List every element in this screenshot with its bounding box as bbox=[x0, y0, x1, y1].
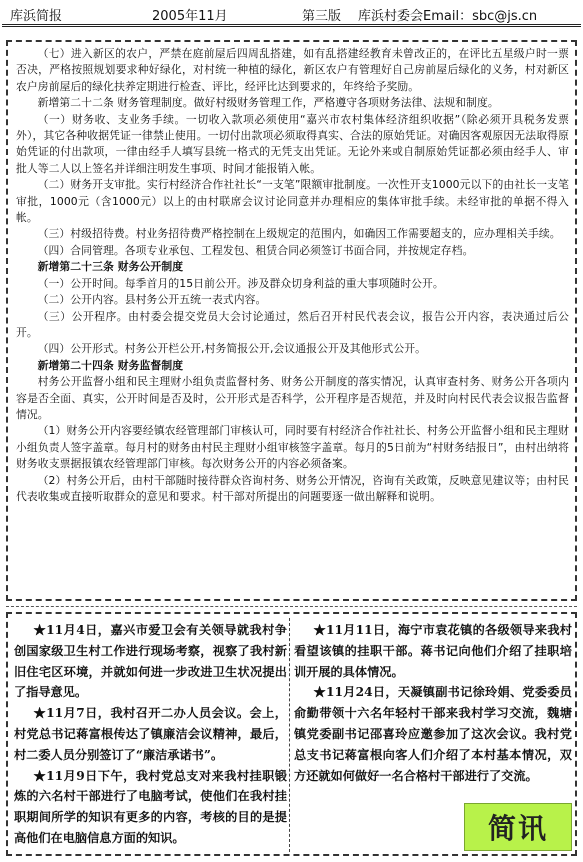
news-item: ★11月4日，嘉兴市爱卫会有关领导就我村争创国家级卫生村工作进行现场考察，视察了我村新旧住宅区环境，并就如何进一步改进卫生状况提出了指导意见。 bbox=[14, 623, 287, 700]
article-heading: 新增第二十四条 财务监督制度 bbox=[37, 358, 184, 372]
article-paragraph: （四）公开形式。村务公开栏公开,村务简报公开,会议通报公开及其他形式公开。 bbox=[37, 342, 427, 356]
news-item: ★11月9日下午，我村党总支对来我村挂职锻炼的六名村干部进行了电脑考试，使他们在我村挂职期间所学的知识有更多的内容，考核的目的是提高他们在电脑信息方面的知识。 bbox=[14, 768, 287, 845]
news-badge-label: 简讯 bbox=[487, 812, 548, 845]
news-column-left bbox=[14, 620, 287, 850]
news-badge bbox=[464, 803, 572, 851]
article-paragraph: （1）财务公开内容要经镇农经管理部门审核认可，同时要有村经济合作社社长、村务公开监督小组和民主理财小组负责人签字盖章。每月村的财务由村民主理财小组审核签字盖章。每月的5日前为“村财务结报日”，由村出纳将财务收支票据报镇农经管理部门审核。每次财务公开的内容必须备案。 bbox=[16, 424, 569, 471]
article-paragraph: （二）财务开支审批。实行村经济合作社社长“一支笔”限额审批制度。一次性开支1000元以下的由社长一支笔审批，1000元（含1000元）以上的由村联席会议讨论同意并办理相应的集体审批手续。未经审批的单据不得入帐。 bbox=[16, 178, 569, 225]
article-heading: 新增第二十三条 财务公开制度 bbox=[37, 260, 184, 274]
paper-name: 库浜简报 bbox=[10, 9, 63, 24]
article-paragraph: （一）公开时间。每季首月的15日前公开。涉及群众切身利益的重大事项随时公开。 bbox=[37, 276, 444, 290]
header-rule bbox=[2, 24, 581, 27]
article-box bbox=[6, 40, 577, 601]
column-divider bbox=[289, 618, 290, 852]
article-paragraph: （2）村务公开后，由村干部随时接待群众咨询村务、财务公开情况，咨询有关政策，反映意见建议等；由村民代表收集或直接听取群众的意见和要求。村干部对所提出的问题要逐一做出解释和说明。 bbox=[16, 473, 569, 503]
section-divider bbox=[6, 606, 577, 607]
article-paragraph: （四）合同管理。各项专业承包、工程发包、租赁合同必须签订书面合同，并按规定存档。 bbox=[37, 243, 474, 257]
article-paragraph: （三）村级招待费。村业务招待费严格控制在上级规定的范围内，如确因工作需要超支的，应办理相关手续。 bbox=[37, 227, 561, 241]
page-number: 第三版 bbox=[302, 9, 342, 24]
article-paragraph: 新增第二十二条 财务管理制度。做好村级财务管理工作，严格遵守各项财务法律、法规和制度。 bbox=[37, 96, 499, 110]
article-paragraph: （二）公开内容。县村务公开五统一表式内容。 bbox=[37, 293, 267, 307]
article-paragraph: （七）进入新区的农户，严禁在庭前屋后四周乱搭建，如有乱搭建经教育未曾改正的，在评比五星级户时一票否决，严格按照规划要求种好绿化，对村统一种植的绿化，新区农户有管理好自己房前屋后绿化的义务，村对新区农户房前屋后的绿化扶养定期进行检查、评比，经评比达到要求的，年终给予奖励。 bbox=[16, 47, 569, 93]
news-item: ★11月7日，我村召开二办人员会议。会上，村党总书记蒋富根传达了镇廉洁会议精神，最后，村二委人员分别签订了“廉洁承诺书”。 bbox=[14, 706, 287, 762]
page-header bbox=[0, 0, 583, 24]
article-paragraph: 村务公开监督小组和民主理财小组负责监督村务、财务公开制度的落实情况，认真审查村务、财务公开各项内容是否全面、真实，公开时间是否及时，公开形式是否科学，公开程序是否规范，并及时向村民代表会议报告监督情况。 bbox=[16, 375, 569, 421]
org-email: 库浜村委会Email：sbc@js.cn bbox=[358, 9, 538, 24]
issue-date: 2005年11月 bbox=[152, 9, 228, 24]
article-paragraph: （一）财务收、支业务手续。一切收入款项必须使用“嘉兴市农村集体经济组织收据”（除必须开具税务发票外），其它各种收据凭证一律禁止使用。一切付出款项必须取得真实、合法的原始凭证。对确因客观原因无法取得原始凭证的付出款项，一律由经手人填写县统一格式的无凭支出凭证。无论外来或自制原始凭证都必须由经手人、审批人等二人以上签名并详细注明发生事项、时间才能报销入帐。 bbox=[16, 112, 569, 175]
news-item: ★11月11日，海宁市袁花镇的各级领导来我村看望该镇的挂职干部。蒋书记向他们介绍了挂职培训开展的具体情况。 bbox=[294, 623, 572, 679]
article-paragraph: （三）公开程序。由村委会提交党员大会讨论通过，然后召开村民代表会议，报告公开内容，表决通过后公开。 bbox=[16, 309, 569, 339]
news-item: ★11月24日，天凝镇副书记徐玲娟、党委委员俞勤带领十六名年轻村干部来我村学习交流，魏塘镇党委副书记邵喜玲应邀参加了这次会议。我村党总支书记蒋富根向客人们介绍了本村基本情况，双方还就如何做好一名合格村干部进行了交流。 bbox=[294, 685, 572, 783]
news-box bbox=[6, 612, 577, 856]
